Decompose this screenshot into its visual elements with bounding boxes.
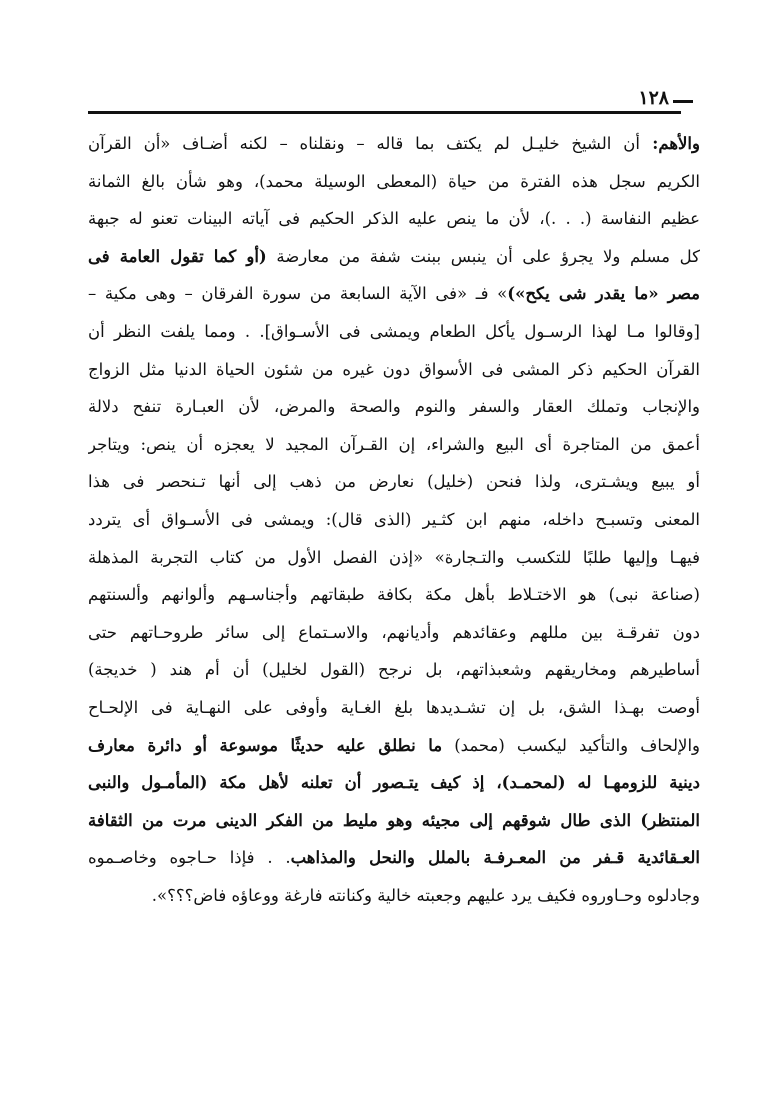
text-segment: أساطيرهم ومخاريقهم وشعبذاتهم، بل نرجح (القول لخليل) أن أم هند ( خديجة)	[88, 660, 700, 680]
bold-text-segment: مصر «ما يقدر شى يكح»)	[507, 284, 700, 304]
header-rule	[88, 111, 681, 114]
text-segment: القرآن الحكيم ذكر المشى فى الأسواق دون غيره من شئون الحياة الدنيا مثل الزواج	[88, 359, 700, 379]
bold-text-segment: دينية للزومهـا له (لمحمـد)، إذ كيف يتـصور أن تعلنه لأهل مكة (المأمـول والنبى	[88, 773, 700, 793]
text-line	[88, 125, 700, 163]
text-segment: [وقالوا مـا لهذا الرسـول يأكل الطعام ويمشى فى الأسـواق]. . ومما يلفت النظر أن	[88, 321, 700, 341]
text-line	[88, 576, 700, 614]
text-line	[88, 727, 700, 765]
text-segment: أعمق من المتاجرة أى البيع والشراء، إن القـرآن المجيد لا يعجزه أن ينص: ويتاجر	[88, 434, 700, 454]
text-segment: والإنجاب وتملك العقار والسفر والنوم والصحة والمرض، لأن العبـارة تنفح دلالة	[88, 397, 700, 417]
text-line	[88, 689, 700, 727]
text-line	[88, 163, 700, 201]
text-segment: » فـ «فى الآية السابعة من سورة الفرقان – وهى مكية –	[88, 284, 508, 304]
page-number: ١٢٨	[638, 87, 669, 109]
text-line	[88, 877, 700, 915]
text-line	[88, 463, 700, 501]
body-text	[88, 125, 700, 914]
text-segment: دون تفرقـة بين مللهم وعقائدهم وأديانهم، والاسـتماع إلى سائر طروحـاتهم حتى	[88, 622, 700, 642]
bold-text-segment: العـقائدية قـفر من المعـرفـة بالملل والنحل والمذاهب	[290, 848, 700, 868]
text-segment: المعنى وتسبـح داخله، منهم ابن كثـير (الذى قال): ويمشى فى الأسـواق أى يتردد	[88, 509, 700, 529]
bold-text-segment: والأهم:	[639, 134, 700, 153]
text-line	[88, 614, 700, 652]
text-segment: . . فإذا حـاجوه وخاصـموه	[88, 848, 291, 868]
text-line	[88, 238, 700, 276]
text-line	[88, 388, 700, 426]
text-segment: الكريم سجل هذه الفترة من حياة (المعطى الوسيلة محمد)، وهو شأن بالغ الثمانة	[88, 171, 700, 191]
bold-text-segment: (أو كما تقول العامة فى	[88, 246, 267, 266]
text-line	[88, 539, 700, 577]
text-line	[88, 313, 700, 351]
header-rule-short	[673, 100, 693, 103]
text-segment: عظيم النفاسة (. . .)، لأن ما ينص عليه الذكر الحكيم فى آياته البينات تعنو له جبهة	[88, 209, 700, 229]
text-segment: أن الشيخ خليـل لم يكتف بما قاله – ونقلناه – لكنه أضـاف «أن القرآن	[88, 134, 640, 153]
text-line	[88, 802, 700, 840]
text-segment: والإلحاف والتأكيد ليكسب (محمد)	[442, 735, 700, 755]
text-line	[88, 764, 700, 802]
text-line	[88, 839, 700, 877]
text-line	[88, 426, 700, 464]
text-segment: أوصت بهـذا الشق، بل إن تشـديدها بلغ الغـاية وأوفى على النهـاية فى الإلحـاح	[88, 697, 700, 717]
text-line	[88, 501, 700, 539]
text-segment: أو يبيع ويشـترى، ولذا فنحن (خليل) نعارض من ذهب إلى أنها تـنحصر فى هذا	[88, 472, 700, 492]
text-segment: وجادلوه وحـاوروه فكيف يرد عليهم وجعبته خالية وكنانته فارغة ووعاؤه فاض؟؟؟».	[151, 885, 700, 905]
text-segment: كل مسلم ولا يجرؤ على أن ينبس ببنت شفة من معارضة	[266, 246, 700, 266]
text-segment: (صناعة نبى) هو الاختـلاط بأهل مكة بكافة طبقاتهم وأجناسـهم وألوانهم وألسنتهم	[88, 585, 700, 605]
text-line	[88, 651, 700, 689]
text-line	[88, 200, 700, 238]
bold-text-segment: ما نطلق عليه حديثًا موسوعة أو دائرة معارف	[88, 735, 443, 755]
text-line	[88, 275, 700, 313]
bold-text-segment: المنتظر) الذى طال شوقهم إلى مجيئه وهو مليط من الفكر الدينى مرت من الثقافة	[88, 810, 700, 830]
text-line	[88, 351, 700, 389]
text-segment: فيهـا وإليها طلبًا للتكسب والتـجارة» «إذن الفصل الأول من كتاب التجربة المذهلة	[88, 547, 700, 567]
